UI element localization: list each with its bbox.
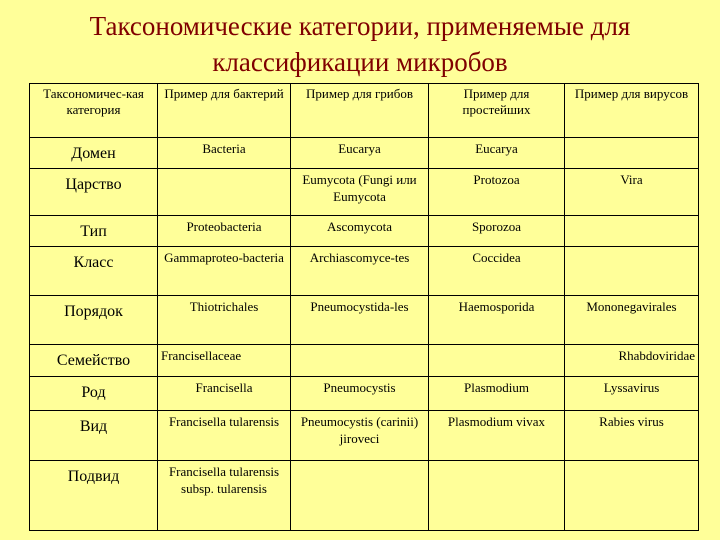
bacteria-cell: Proteobacteria — [158, 215, 291, 247]
header-category: Таксономичес-кая категория — [30, 84, 158, 138]
protozoa-cell: Plasmodium vivax — [429, 411, 565, 461]
viruses-cell — [565, 138, 699, 168]
bacteria-cell: Francisella — [158, 376, 291, 411]
bacteria-cell: Bacteria — [158, 138, 291, 168]
table-row — [30, 411, 699, 461]
fungi-cell: Pneumocystis — [291, 376, 429, 411]
fungi-cell: Archiascomyce-tes — [291, 247, 429, 296]
category-cell: Домен — [30, 138, 158, 168]
protozoa-cell: Coccidea — [429, 247, 565, 296]
page-title — [0, 8, 720, 80]
viruses-cell: Rabies virus — [565, 411, 699, 461]
viruses-cell — [565, 247, 699, 296]
protozoa-cell — [429, 344, 565, 376]
table-row — [30, 247, 699, 296]
fungi-cell — [291, 461, 429, 531]
viruses-cell — [565, 461, 699, 531]
category-cell: Царство — [30, 168, 158, 215]
protozoa-cell: Haemosporida — [429, 296, 565, 345]
table-row — [30, 215, 699, 247]
protozoa-cell: Eucarya — [429, 138, 565, 168]
table-row — [30, 344, 699, 376]
protozoa-cell: Protozoa — [429, 168, 565, 215]
category-cell: Тип — [30, 215, 158, 247]
fungi-cell — [291, 344, 429, 376]
category-cell: Вид — [30, 411, 158, 461]
table-row — [30, 168, 699, 215]
header-viruses: Пример для вирусов — [565, 84, 699, 138]
title-line-2: классификации микробов — [212, 47, 508, 77]
table-row — [30, 461, 699, 531]
fungi-cell: Pneumocystida-les — [291, 296, 429, 345]
viruses-cell: Vira — [565, 168, 699, 215]
bacteria-cell — [158, 168, 291, 215]
viruses-cell — [565, 215, 699, 247]
fungi-cell: Ascomycota — [291, 215, 429, 247]
fungi-cell: Eucarya — [291, 138, 429, 168]
bacteria-cell: Thiotrichales — [158, 296, 291, 345]
bacteria-cell: Gammaproteo-bacteria — [158, 247, 291, 296]
table-row — [30, 138, 699, 168]
viruses-cell: Lyssavirus — [565, 376, 699, 411]
category-cell: Семейство — [30, 344, 158, 376]
category-cell: Подвид — [30, 461, 158, 531]
protozoa-cell: Sporozoa — [429, 215, 565, 247]
header-bacteria: Пример для бактерий — [158, 84, 291, 138]
table-row — [30, 296, 699, 345]
title-line-1: Таксономические категории, применяемые для — [89, 11, 631, 41]
header-fungi: Пример для грибов — [291, 84, 429, 138]
protozoa-cell — [429, 461, 565, 531]
fungi-cell: Pneumocystis (carinii) jiroveci — [291, 411, 429, 461]
header-row — [30, 84, 699, 138]
protozoa-cell: Plasmodium — [429, 376, 565, 411]
bacteria-cell: Francisella tularensis — [158, 411, 291, 461]
bacteria-cell: Francisellaceae — [158, 344, 291, 376]
bacteria-cell: Francisella tularensis subsp. tularensis — [158, 461, 291, 531]
table-row — [30, 376, 699, 411]
header-protozoa: Пример для простейших — [429, 84, 565, 138]
taxonomy-table — [29, 83, 699, 531]
viruses-cell: Mononegavirales — [565, 296, 699, 345]
viruses-cell: Rhabdoviridae — [565, 344, 699, 376]
category-cell: Класс — [30, 247, 158, 296]
category-cell: Род — [30, 376, 158, 411]
category-cell: Порядок — [30, 296, 158, 345]
fungi-cell: Eumycota (Fungi или Eumycota — [291, 168, 429, 215]
